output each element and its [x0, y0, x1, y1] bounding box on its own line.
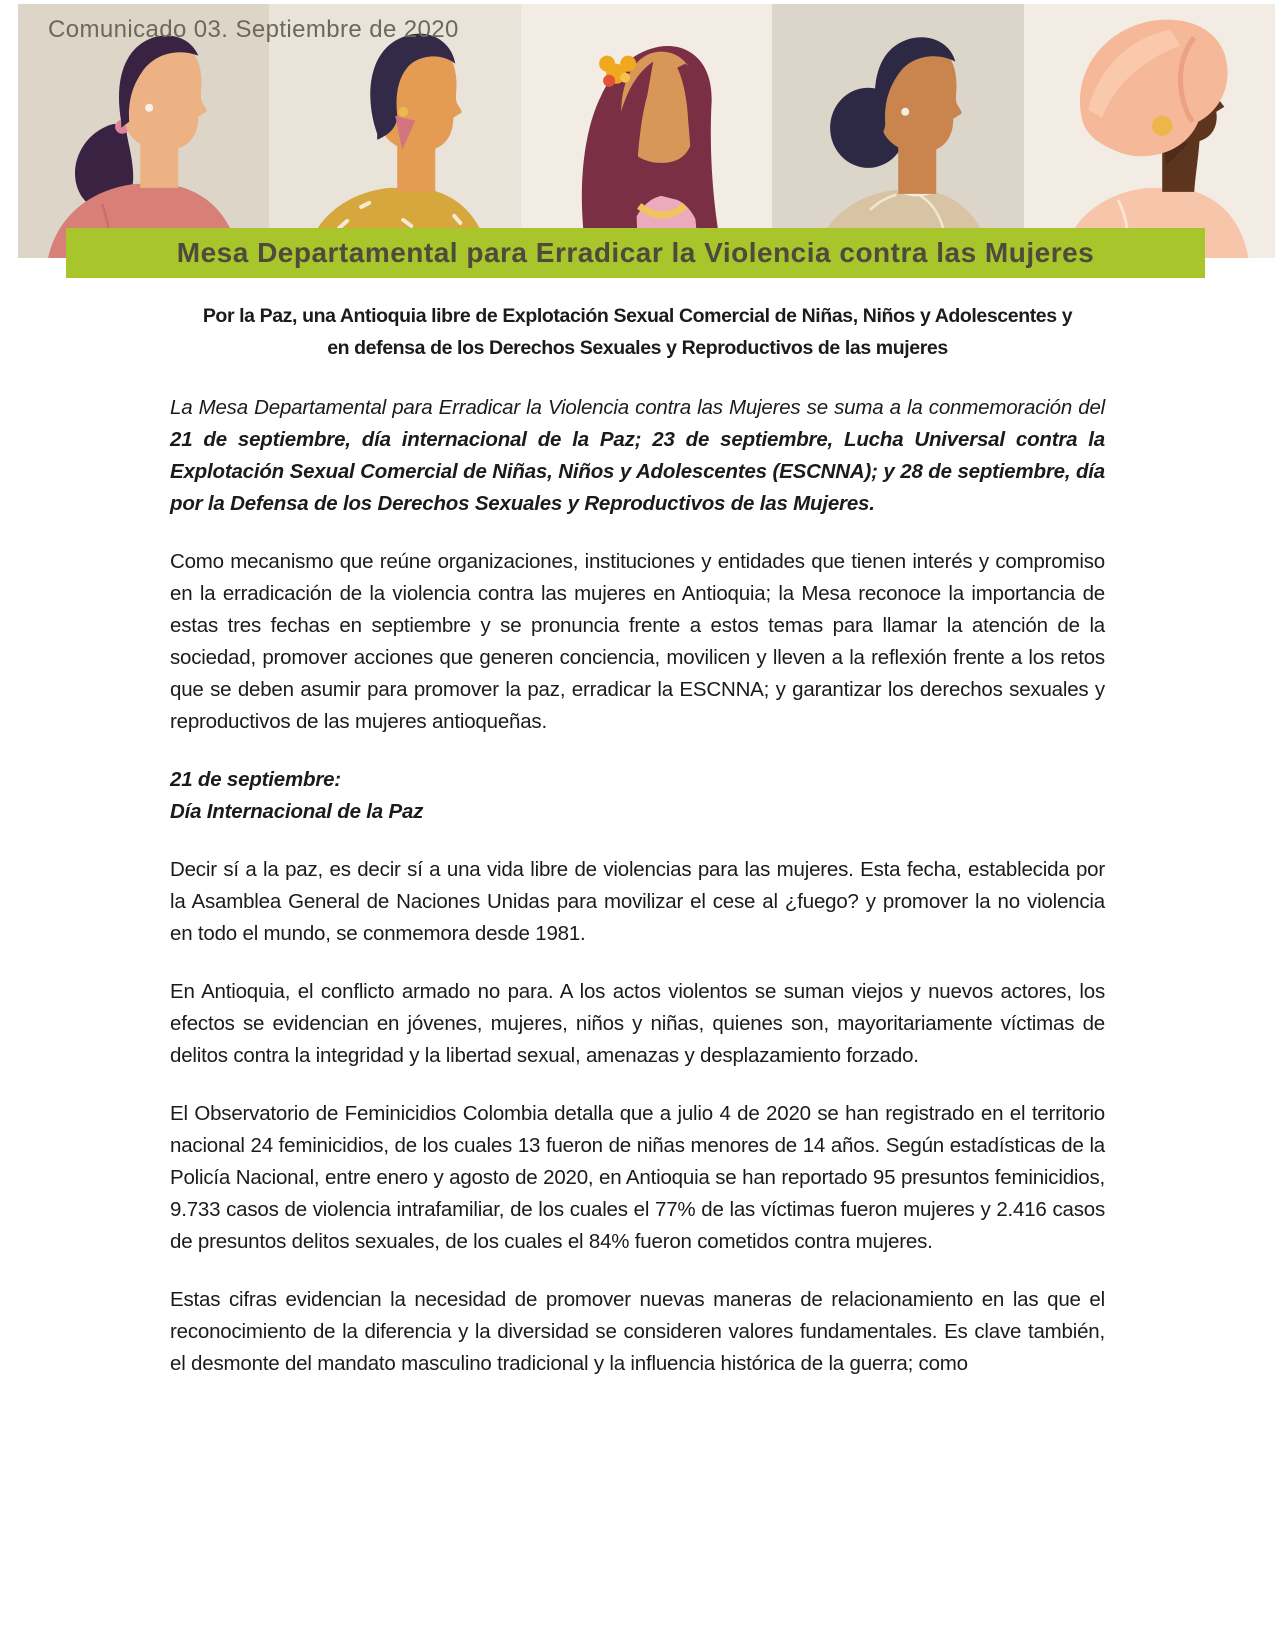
- woman-head-wrap-illustration: [1024, 4, 1275, 258]
- paragraph-antioquia: En Antioquia, el conflicto armado no para. A los actos violentos se suman viejos y nuevos actores, los efectos se evidencian en jóvenes, mujeres, niños y niñas, quienes son, mayoritariamente víctimas de delitos contra la integridad y la libertad sexual, amenazas y desplazamiento forzado.: [170, 980, 1105, 1067]
- woman-low-bun-illustration: [772, 4, 1023, 258]
- document-body: [170, 300, 1105, 1380]
- paragraph-mecanismo: Como mecanismo que reúne organizaciones, instituciones y entidades que tienen interés y compromiso en la erradicación de la violencia contra las mujeres en Antioquia; la Mesa reconoce la importancia de estas tres fechas en septiembre y se pronuncia frente a estos temas para llamar la atención de la sociedad, promover acciones que generen conciencia, movilicen y lleven a la reflexión frente a los retos que se deben asumir para promover la paz, erradicar la ESCNNA; y garantizar los derechos sexuales y reproductivos de las mujeres antioqueñas.: [170, 550, 1105, 733]
- paragraph-observatorio: El Observatorio de Feminicidios Colombia detalla que a julio 4 de 2020 se han registrado en el territorio nacional 24 feminicidios, de los cuales 13 fueron de niñas menores de 14 años. Según estadísticas de la Policía Nacional, entre enero y agosto de 2020, en Antioquia se han reportado 95 presuntos feminicidios, 9.733 casos de violencia intrafamiliar, de los cuales el 77% de las víctimas fueron mujeres y 2.416 casos de presuntos delitos sexuales, de los cuales el 84% fueron cometidos contra mujeres.: [170, 1102, 1105, 1253]
- intro-regular-text: La Mesa Departamental para Erradicar la Violencia contra las Mujeres se suma a la conmemoración del: [170, 396, 1105, 419]
- banner-title: Mesa Departamental para Erradicar la Violencia contra las Mujeres: [176, 237, 1095, 268]
- heading-line-1: Por la Paz, una Antioquia libre de Explotación Sexual Comercial de Niñas, Niños y Adolescentes y: [202, 305, 1073, 327]
- illustration-panel-3: [521, 4, 772, 258]
- heading-line-2: en defensa de los Derechos Sexuales y Reproductivos de las mujeres: [327, 337, 948, 359]
- document-heading: [170, 300, 1105, 364]
- paragraph-paz: Decir sí a la paz, es decir sí a una vida libre de violencias para las mujeres. Esta fecha, establecida por la Asamblea General de Naciones Unidas para movilizar el cese al ¿fuego? y promover la no violencia en todo el mundo, se conmemora desde 1981.: [170, 858, 1105, 945]
- illustration-panel-5: [1024, 4, 1275, 258]
- illustration-panel-4: [772, 4, 1023, 258]
- header-illustration: [18, 4, 1275, 258]
- section-subheading: [170, 764, 1105, 828]
- paragraph-cifras: Estas cifras evidencian la necesidad de promover nuevas maneras de relacionamiento en las que el reconocimiento de la diferencia y la diversidad se consideren valores fundamentales. Es clave también, el desmonte del mandato masculino tradicional y la influencia histórica de la guerra; como: [170, 1288, 1105, 1375]
- comunicado-label: Comunicado 03. Septiembre de 2020: [48, 16, 459, 43]
- section-date-heading: 21 de septiembre:: [170, 768, 341, 791]
- intro-bold-text: 21 de septiembre, día internacional de la Paz; 23 de septiembre, Lucha Universal contra la Explotación Sexual Comercial de Niñas, Niños y Adolescentes (ESCNNA); y 28 de septiembre, día por la Defensa de los Derechos Sexuales y Reproductivos de las Mujeres.: [170, 428, 1105, 515]
- section-title: Día Internacional de la Paz: [170, 800, 424, 823]
- intro-paragraph: [170, 392, 1105, 520]
- title-banner: [66, 228, 1205, 278]
- woman-long-hair-flower-illustration: [521, 4, 772, 258]
